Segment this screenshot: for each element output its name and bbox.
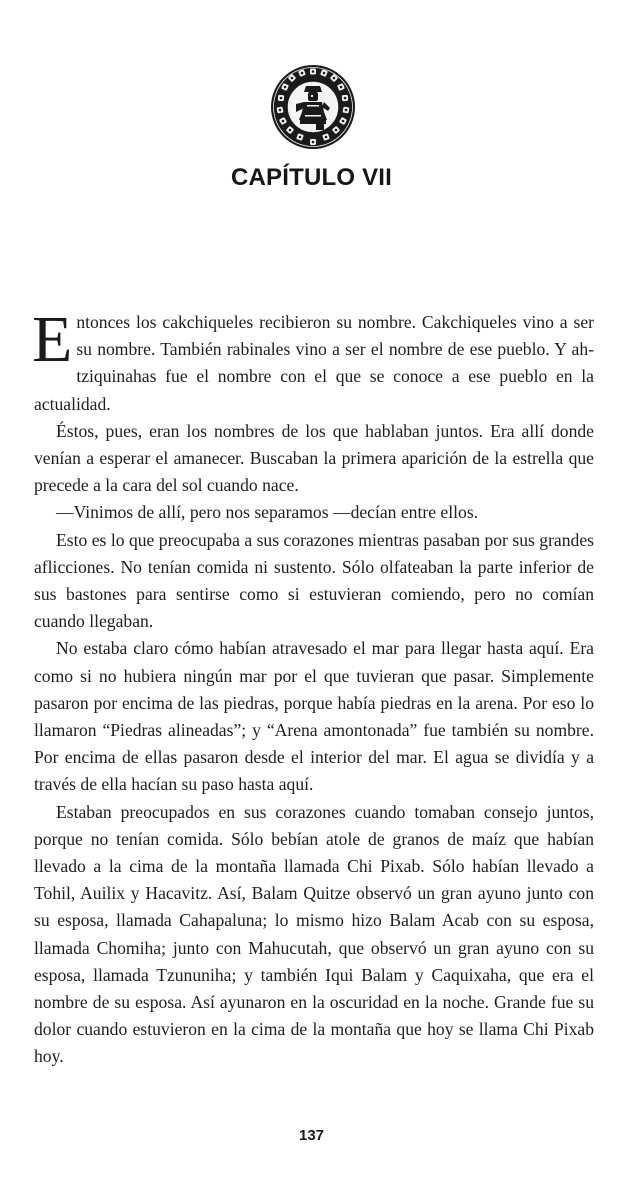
paragraph-2: Éstos, pues, eran los nombres de los que hablaban juntos. Era allí donde venían a esperar el amanecer. Buscaban la primera aparición de la estrella que precede a la cara del sol cuando nace. [34, 420, 594, 496]
paragraph-5: No estaba claro cómo habían atravesado el mar para llegar hasta aquí. Era como si no hubiera ningún mar por el que tuvieran que pasar. Simplemente pasaron por encima de las piedras, porque había piedras en la arena. Por eso lo llamaron “Piedras alineadas”; y “Arena amontonada” fue también su nombre. Por encima de ellas pasaron desde el interior del mar. El agua se dividía y a través de ella hacían su paso hasta aquí. [34, 638, 594, 795]
mayan-glyph-medallion-icon [270, 64, 356, 150]
paragraph-6: Estaban preocupados en sus corazones cuando tomaban consejo juntos, porque no tenían comida. Sólo bebían atole de granos de maíz que habían llevado a la cima de la montaña llamada Chi Pixab. Sólo habían llevado a Tohil, Auilix y Hacavitz. Así, Balam Quitze observó un gran ayuno junto con su esposa, llamada Cahapaluna; lo mismo hizo Balam Acab con su esposa, llamada Chomiha; junto con Mahucutah, que observó un gran ayuno con su esposa, llamada Tzununiha; y también Iqui Balam y Caquixaha, que era el nombre de su esposa. Así ayunaron en la oscuridad en la noche. Grande fue su dolor cuando estuvieron en la cima de la montaña que hoy se llama Chi Pixab hoy. [34, 801, 594, 1067]
paragraph-3: —Vinimos de allí, pero nos separamos —decían entre ellos. [56, 502, 479, 523]
chapter-title: CAPÍTULO VII [230, 164, 393, 191]
page-number: 137 [298, 1127, 325, 1144]
drop-cap: E [32, 303, 73, 376]
paragraph-4: Esto es lo que preocupaba a sus corazones mientras pasaban por sus grandes aflicciones. No tenían comida ni sustento. Sólo olfateaban la parte inferior de sus bastones para sentirse como si estuvieran comiendo, pero no comían cuando llegaban. [34, 529, 594, 632]
paragraph-1 [32, 303, 594, 418]
chapter-body [32, 303, 594, 1071]
paragraph-1-text: ntonces los cakchiqueles recibieron su nombre. Cakchiqueles vino a ser su nombre. También rabinales vino a ser el nombre de ese pueblo. Y ah-tziquinahas fue el nombre con el que se conoce a ese pueblo en la actualidad. [34, 312, 594, 414]
